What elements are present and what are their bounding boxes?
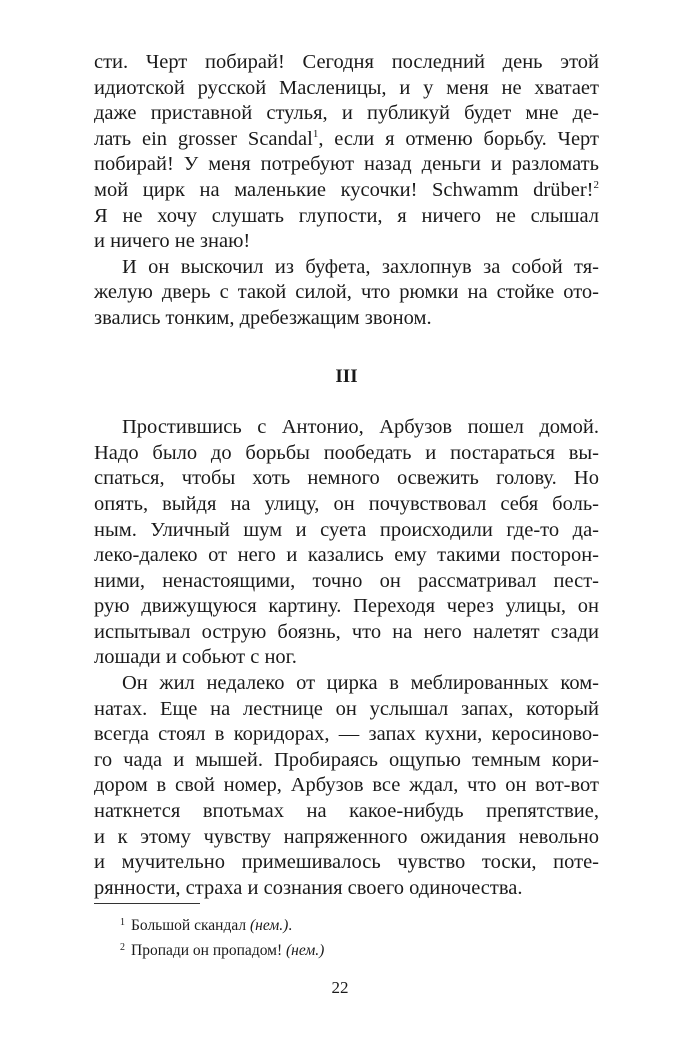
footnote-ref-2: 2 [593, 178, 599, 191]
text-fragment: мой цирк на маленькие кусочки! Schwamm drüber! [94, 178, 594, 201]
text-line: дором в свой номер, Арбузов все ждал, что он вот-вот [94, 774, 599, 797]
footnote-ref-1: 1 [312, 127, 319, 140]
footnote-lang: (нем.) [249, 917, 289, 934]
text-line: го чада и мышей. Пробираясь ощупью темным кори- [94, 748, 599, 771]
text-line: леко-далеко от него и казались ему такими посторон- [94, 544, 599, 567]
text-line: и мучительно примешивалось чувство тоски, поте- [94, 851, 599, 874]
text-line: всегда стоял в коридорах, — запах кухни, керосиново- [94, 723, 599, 746]
chapter-heading: III [335, 365, 358, 387]
text-line: желую дверь с такой силой, что рюмки на стойке ото- [94, 281, 599, 304]
text-line: рую движущуюся картину. Переходя через улицы, он [94, 595, 599, 618]
text-line: сти. Черт побирай! Сегодня последний день этой [94, 51, 599, 73]
footnote-1 [120, 912, 590, 937]
page-number: 22 [331, 978, 349, 997]
text-line: и к этому чувству напряженного ожидания невольно [94, 825, 599, 848]
text-line [94, 127, 599, 153]
text-line: идиотской русской Масленицы, и у меня не хватает [94, 76, 599, 99]
text-line: ным. Уличный шум и суета происходили где-то да- [94, 518, 599, 541]
text-line: опять, выйдя на улицу, он почувствовал себя боль- [94, 492, 599, 515]
text-fragment: , если я отменю борьбу. Черт [318, 127, 599, 150]
text-line: ними, ненастоящими, точно он рассматривал пест- [94, 569, 599, 592]
text-line: натах. Еще на лестнице он услышал запах, который [94, 697, 599, 720]
text-line: наткнется впотьмах на какое-нибудь препятствие, [94, 800, 599, 823]
text-line: Я не хочу слушать глупости, я ничего не слышал [94, 204, 599, 227]
text-line [94, 178, 599, 204]
main-text [94, 50, 599, 901]
text-line: И он выскочил из буфета, захлопнув за собой тя- [122, 255, 599, 278]
text-line: побирай! У меня потребуют назад деньги и разломать [94, 153, 599, 176]
footnote-marker: 2 [120, 942, 125, 953]
footnote-divider [94, 903, 200, 904]
footnote-marker: 1 [120, 917, 125, 928]
text-line: Надо было до борьбы пообедать и постараться вы- [94, 441, 599, 464]
footnote-text: Пропади он пропадом! [131, 942, 286, 959]
footnote-2 [120, 937, 590, 962]
footnote-tail: . [288, 917, 293, 934]
footnote-lang: (нем.) [286, 942, 325, 959]
text-line: Он жил недалеко от цирка в меблированных ком- [122, 672, 599, 695]
footnote-text: Большой скандал [131, 917, 250, 934]
text-line: Простившись с Антонио, Арбузов пошел домой. [122, 416, 599, 439]
footnotes [120, 912, 590, 962]
text-line: и ничего не знаю! [94, 230, 251, 253]
text-line: испытывал острую боязнь, что на него налетят сзади [94, 620, 599, 643]
text-line: даже приставной стулья, и публикуй будет мне де- [94, 102, 599, 125]
text-fragment: лать ein grosser Scandal [94, 127, 313, 150]
text-line: рянности, страха и сознания своего одиночества. [94, 876, 523, 899]
text-line: звались тонким, дребезжащим звоном. [94, 306, 432, 329]
text-line: спаться, чтобы хоть немного освежить голову. Но [94, 467, 599, 490]
text-line: лошади и собьют с ног. [94, 646, 297, 669]
